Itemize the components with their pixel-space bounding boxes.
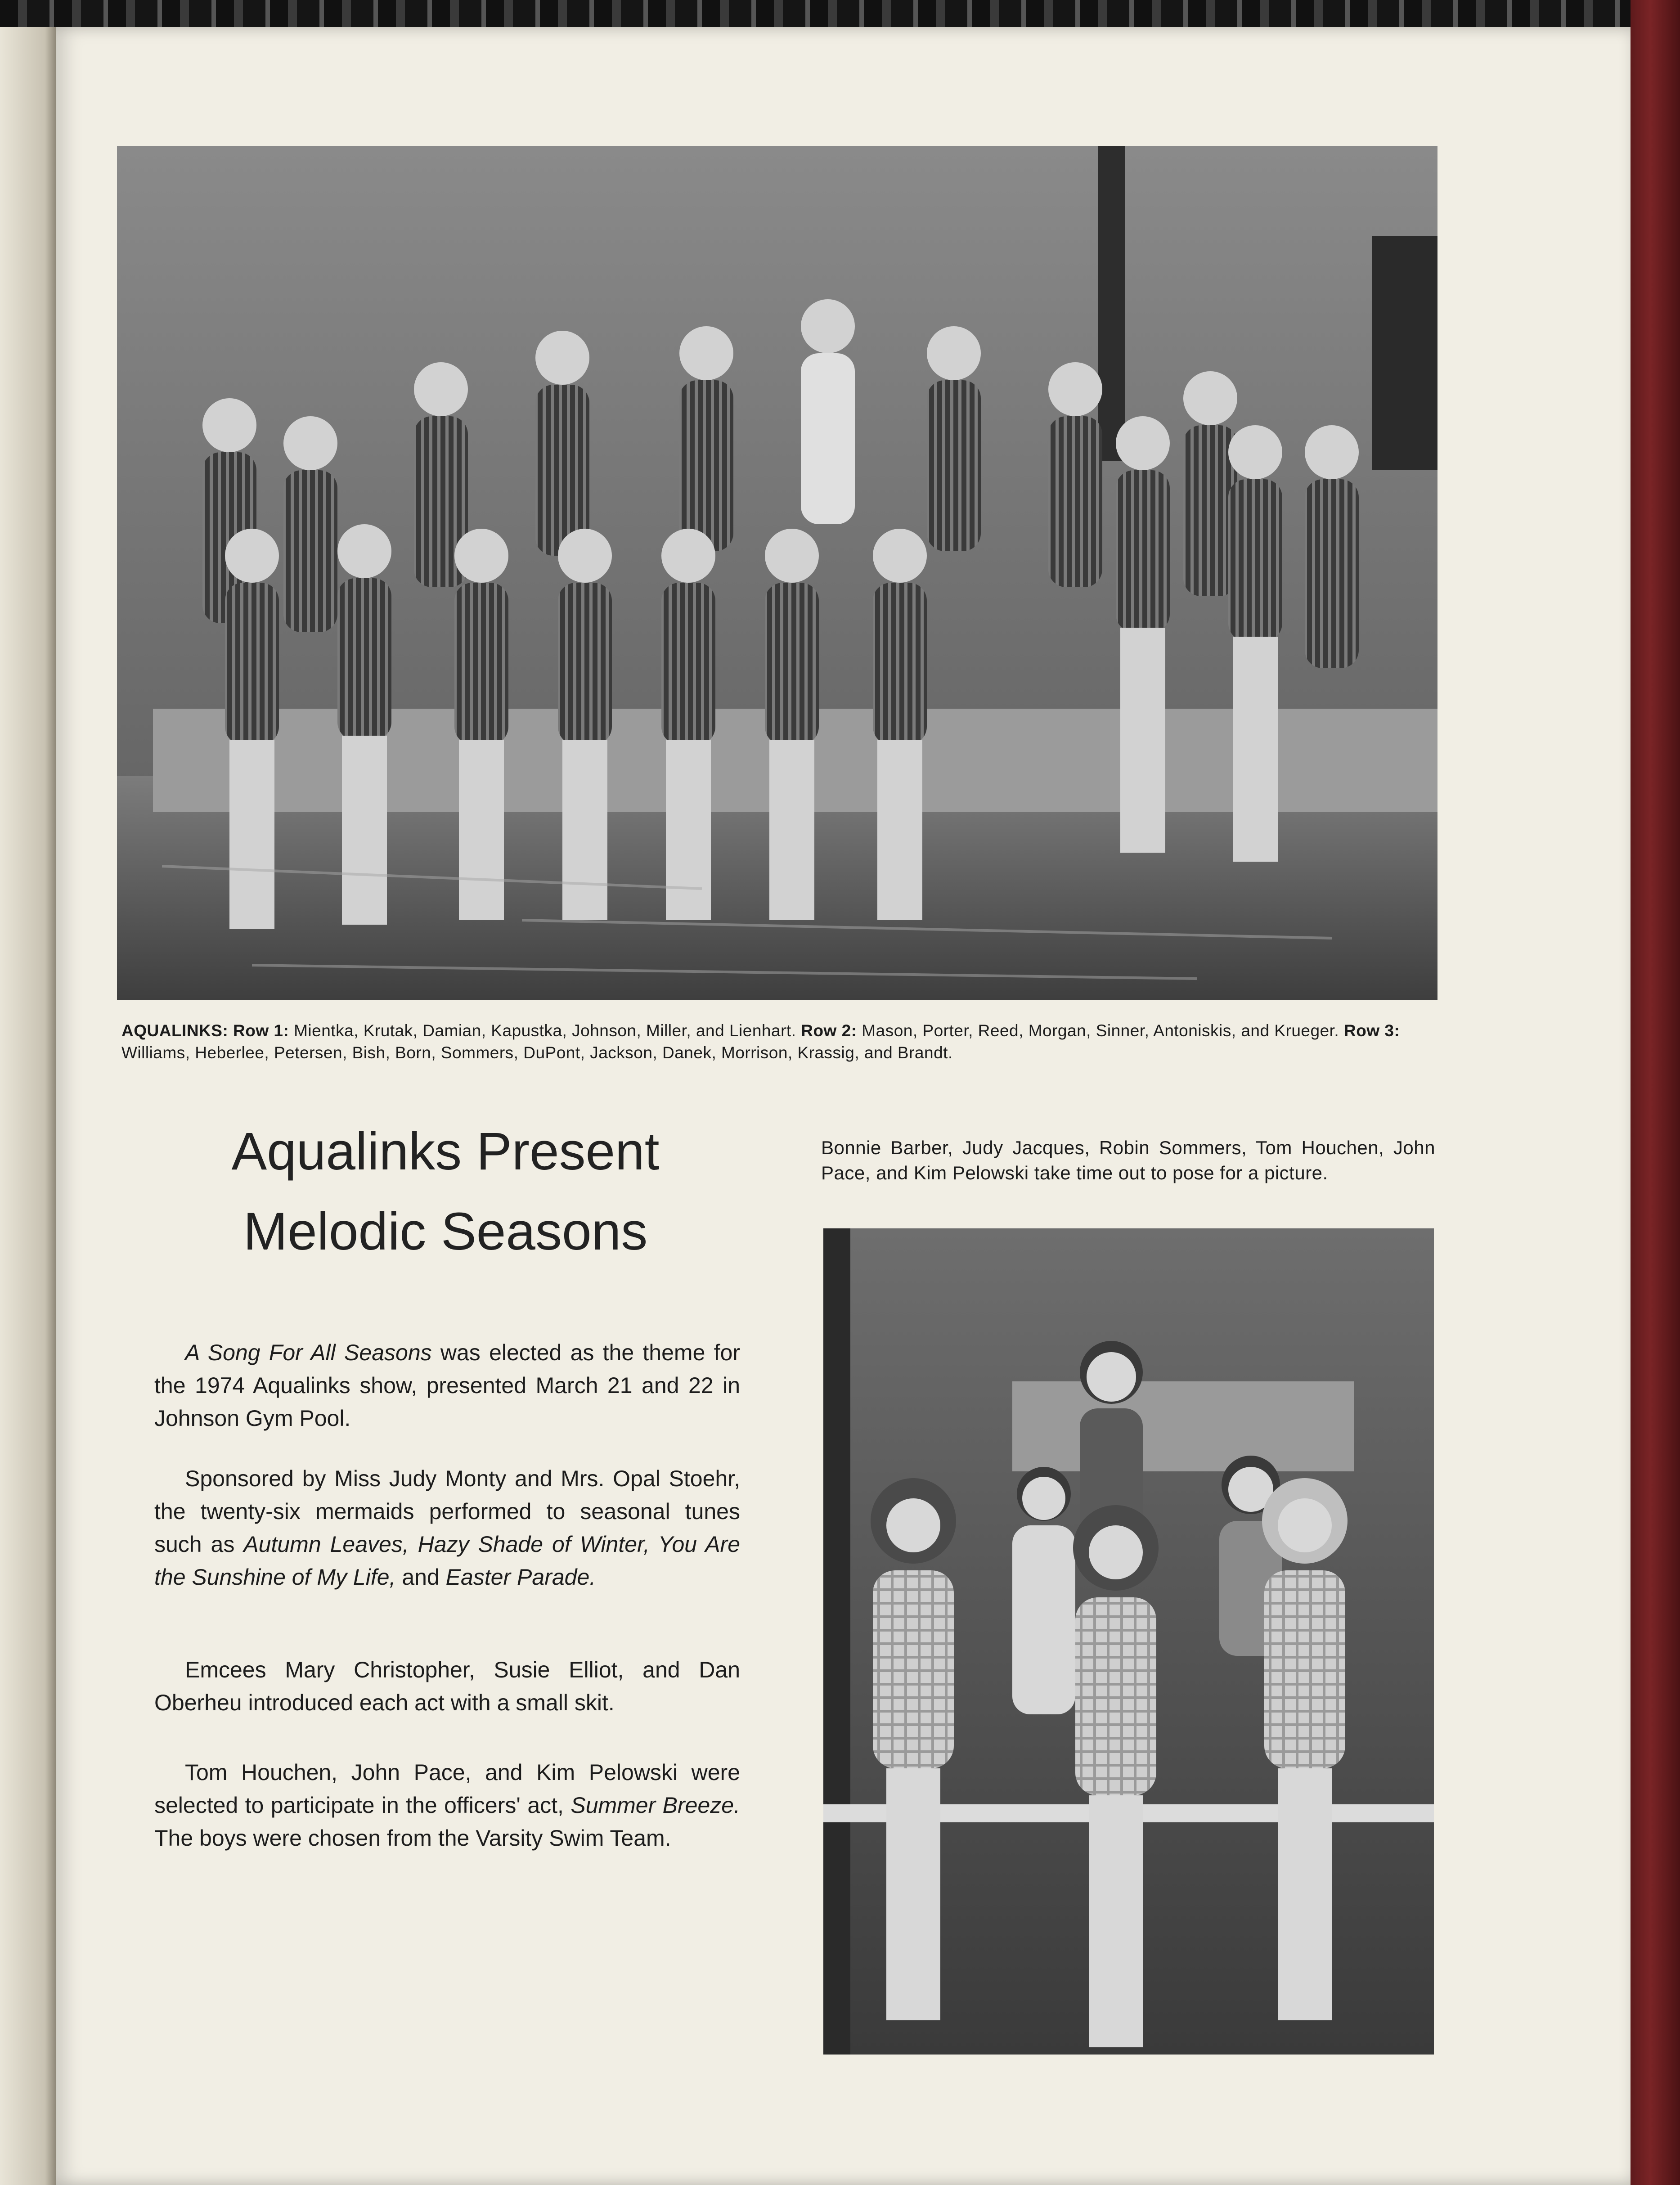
row3-names: Williams, Heberlee, Petersen, Bish, Born, Sommers, DuPont, Jackson, Danek, Morrison, Krassig, and Brandt. xyxy=(121,1043,953,1062)
paragraph-officers-text: Tom Houchen, John Pace, and Kim Pelowski were selected to participate in the officers' act, xyxy=(154,1760,740,1818)
officers-photo-caption: Bonnie Barber, Judy Jacques, Robin Sommers, Tom Houchen, John Pace, and Kim Pelowski take time out to pose for a picture. xyxy=(821,1137,1435,1183)
caption-label: AQUALINKS: xyxy=(121,1021,229,1040)
article-headline xyxy=(153,1111,738,1272)
paragraph-officers-act xyxy=(154,1756,740,1855)
headline-line-2: Melodic Seasons xyxy=(243,1202,648,1261)
paragraph-theme-text: was elected as the theme for the 1974 Aqualinks show, presented March 21 and 22 in Johnson Gym Pool. xyxy=(154,1340,740,1431)
paragraph-sponsors-text: Sponsored by Miss Judy Monty and Mrs. Opal Stoehr, the twenty-six mermaids performed to seasonal tunes such as xyxy=(154,1466,740,1557)
show-title: A Song For All Seasons xyxy=(185,1340,432,1365)
aqualinks-group-photo xyxy=(117,146,1437,1000)
book-gutter xyxy=(0,27,56,2185)
row3-label: Row 3: xyxy=(1344,1021,1400,1040)
headline-line-1: Aqualinks Present xyxy=(231,1122,660,1181)
row2-names: Mason, Porter, Reed, Morgan, Sinner, Antoniskis, and Krueger. xyxy=(857,1021,1344,1040)
paragraph-emcees-text: Emcees Mary Christopher, Susie Elliot, and Dan Oberheu introduced each act with a small skit. xyxy=(154,1657,740,1715)
officers-group-photo xyxy=(823,1228,1434,2055)
song-titles: Autumn Leaves, Hazy Shade of Winter, You Are the Sunshine of My Life, xyxy=(154,1532,740,1590)
row2-label: Row 2: xyxy=(801,1021,857,1040)
row1-names: Mientka, Krutak, Damian, Kapustka, Johnson, Miller, and Lienhart. xyxy=(289,1021,801,1040)
act-title: Summer Breeze. xyxy=(570,1793,740,1818)
conjunction: and xyxy=(395,1565,446,1590)
book-cover-edge xyxy=(1631,0,1680,2185)
paragraph-emcees xyxy=(154,1654,740,1719)
row1-label: Row 1: xyxy=(233,1021,289,1040)
song-title-last: Easter Parade. xyxy=(445,1565,596,1590)
paragraph-theme xyxy=(154,1336,740,1435)
group-photo-caption xyxy=(121,1020,1435,1064)
paragraph-officers-end: The boys were chosen from the Varsity Swim Team. xyxy=(154,1825,671,1851)
paragraph-sponsors xyxy=(154,1462,740,1594)
